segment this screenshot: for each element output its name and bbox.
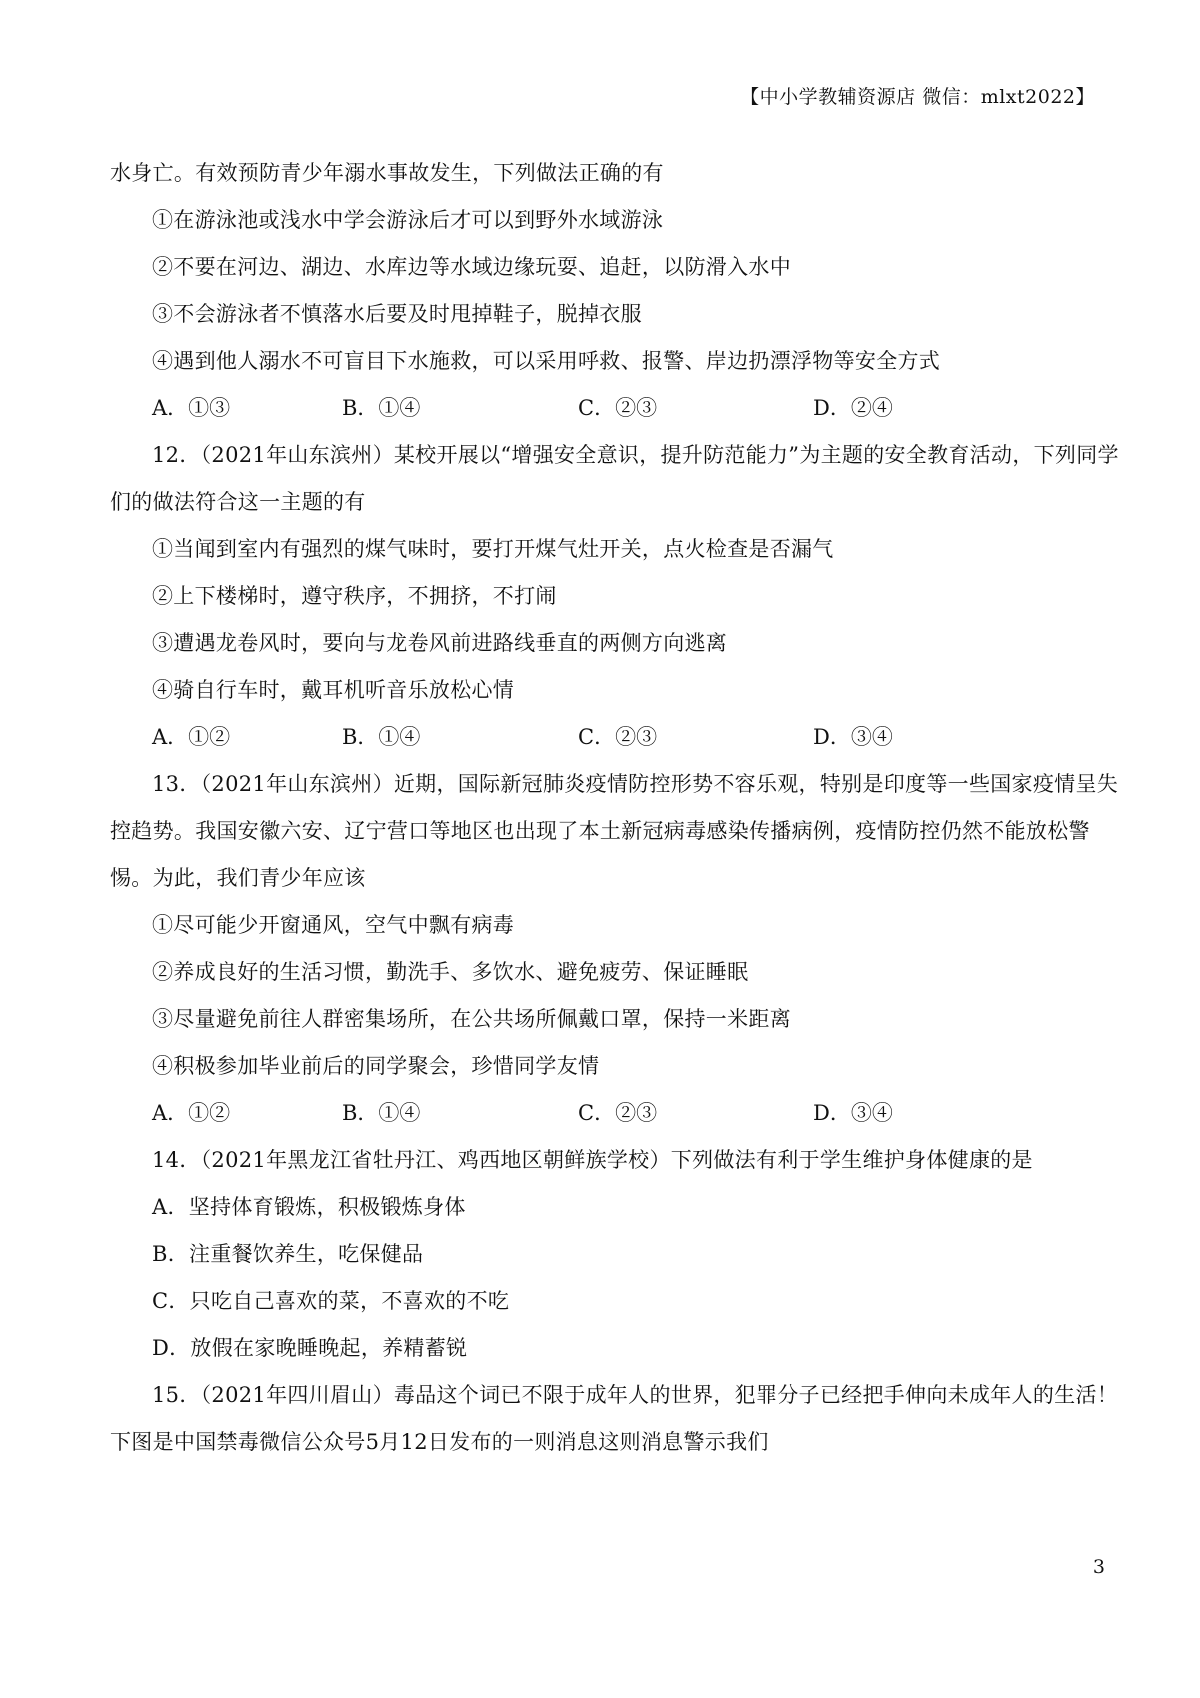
q13-option-a: A．①② [152, 1101, 231, 1125]
q12-option-b: B．①④ [342, 725, 421, 749]
q12-item-3: ③遭遇龙卷风时，要向与龙卷风前进路线垂直的两侧方向逃离 [152, 631, 728, 655]
q11-option-c: C．②③ [578, 396, 658, 420]
q12-item-4: ④骑自行车时，戴耳机听音乐放松心情 [152, 678, 515, 702]
q15-stem-line-2: 下图是中国禁毒微信公众号5月12日发布的一则消息这则消息警示我们 [110, 1430, 769, 1454]
q12-option-c: C．②③ [578, 725, 658, 749]
q12-stem-line-1: 12．（2021年山东滨州）某校开展以“增强安全意识，提升防范能力”为主题的安全教育活动，下列同学 [152, 443, 1119, 467]
q13-stem-line-2: 控趋势。我国安徽六安、辽宁营口等地区也出现了本土新冠病毒感染传播病例，疫情防控仍然不能放松警 [110, 819, 1090, 843]
q11-options [110, 385, 1105, 432]
q13-stem-line-1: 13．（2021年山东滨州）近期，国际新冠肺炎疫情防控形势不容乐观，特别是印度等一些国家疫情呈失 [152, 772, 1119, 796]
q12-item-1: ①当闻到室内有强烈的煤气味时，要打开煤气灶开关，点火检查是否漏气 [152, 537, 834, 561]
q14-choice-d: D．放假在家晚睡晚起，养精蓄锐 [152, 1336, 468, 1360]
q13-item-1: ①尽可能少开窗通风，空气中飘有病毒 [152, 913, 515, 937]
q12-item-2: ②上下楼梯时，遵守秩序，不拥挤，不打闹 [152, 584, 557, 608]
q11-option-d: D．②④ [813, 396, 893, 420]
header-watermark-note: 【中小学教辅资源店 微信：mlxt2022】 [740, 86, 1095, 108]
q14-choice-b: B．注重餐饮养生，吃保健品 [152, 1242, 424, 1266]
q13-item-4: ④积极参加毕业前后的同学聚会，珍惜同学友情 [152, 1054, 600, 1078]
question-sheet [110, 150, 1119, 1466]
q12-stem-line-2: 们的做法符合这一主题的有 [110, 490, 366, 514]
q12-options [110, 714, 1105, 761]
q11-item-4: ④遇到他人溺水不可盲目下水施救，可以采用呼救、报警、岸边扔漂浮物等安全方式 [152, 349, 941, 373]
q11-option-a: A．①③ [152, 396, 231, 420]
q11-stem-end: 水身亡。有效预防青少年溺水事故发生，下列做法正确的有 [110, 161, 664, 185]
q11-option-b: B．①④ [342, 396, 421, 420]
q13-options [110, 1090, 1105, 1137]
q11-item-3: ③不会游泳者不慎落水后要及时甩掉鞋子，脱掉衣服 [152, 302, 642, 326]
q14-choice-c: C．只吃自己喜欢的菜，不喜欢的不吃 [152, 1289, 510, 1313]
q12-option-d: D．③④ [813, 725, 893, 749]
q13-option-b: B．①④ [342, 1101, 421, 1125]
q13-stem-line-3: 惕。为此，我们青少年应该 [110, 866, 366, 890]
q13-option-d: D．③④ [813, 1101, 893, 1125]
q13-item-2: ②养成良好的生活习惯，勤洗手、多饮水、避免疲劳、保证睡眠 [152, 960, 749, 984]
q12-option-a: A．①② [152, 725, 231, 749]
q11-item-2: ②不要在河边、湖边、水库边等水域边缘玩耍、追赶，以防滑入水中 [152, 255, 791, 279]
q14-stem: 14．（2021年黑龙江省牡丹江、鸡西地区朝鲜族学校）下列做法有利于学生维护身体健康的是 [152, 1148, 1033, 1172]
q15-stem-line-1: 15．（2021年四川眉山）毒品这个词已不限于成年人的世界，犯罪分子已经把手伸向未成年人的生活！ [152, 1383, 1119, 1407]
q13-option-c: C．②③ [578, 1101, 658, 1125]
q14-choice-a: A．坚持体育锻炼，积极锻炼身体 [152, 1195, 466, 1219]
page-number: 3 [1092, 1556, 1105, 1578]
q11-item-1: ①在游泳池或浅水中学会游泳后才可以到野外水域游泳 [152, 208, 664, 232]
q13-item-3: ③尽量避免前往人群密集场所，在公共场所佩戴口罩，保持一米距离 [152, 1007, 791, 1031]
